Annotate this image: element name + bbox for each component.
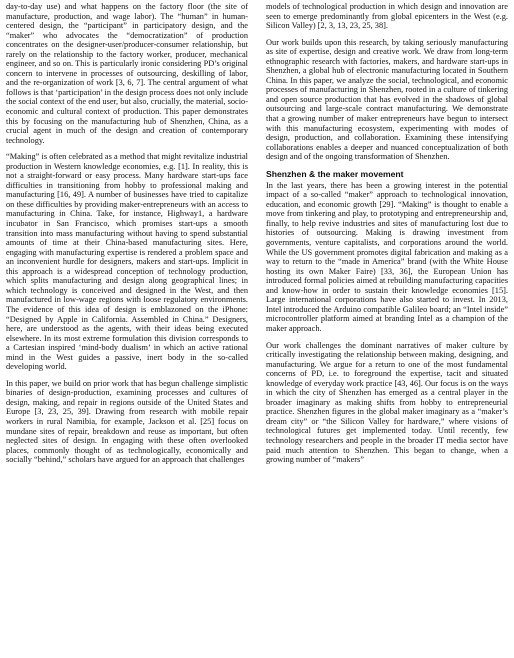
paragraph: In the last years, there has been a growing interest in the potential impact of a so-called “maker” approach to technological innovation, education, and economic growth [29]. “Making” is thought to enable a move from tinkering and play, to prototyping and entrepreneurship and, finally, to help revive industries and sites of manufacturing lost due to histories of outsourcing. Making is drawing investment from governments, venture capitalists, and corporations around the world. While the US government promotes digital fabrication and making as a way to return to the “made in America” brand (with the White House hosting its own Maker Faire) [33, 36], the European Union has introduced formal policies aimed at rebuilding manufacturing capacities and know-how in order to sustain their knowledge economies [15]. Large international corporations have also started to invest. In 2013, Intel introduced the Arduino compatible Galileo board; an “Intel inside” microcontroller platform aimed at branding Intel as a champion of the maker approach. — [266, 180, 508, 333]
right-column — [266, 2, 508, 658]
paragraph: Our work challenges the dominant narratives of maker culture by critically investigating the relationship between making, designing, and manufacturing. We argue for a return to one of the most fundamental concerns of PD, i.e. to foreground the expertise, tacit and situated knowledge of everyday work practice [43, 46]. Our focus is on the ways in which the city of Shenzhen has emerged as a central player in the broader imaginary as making shifts from hobby to entrepreneurial practice. Shenzhen figures in the global maker imaginary as a “maker’s dream city” or “the Silicon Valley for hardware,” where visions of technological futures get implemented today. Until recently, few technology researchers and people in the broader IT media sector have paid much attention to Shenzhen. This began to change, when a growing number of “makers” — [266, 340, 508, 465]
paragraph: In this paper, we build on prior work that has begun challenge simplistic binaries of design-production, examining processes and cultures of design, making, and repair in regions outside of the United States and Europe [3, 23, 25, 39]. Drawing from research with mobile repair workers in rural Namibia, for example, Jackson et al. [25] focus on mundane sites of repair, breakdown and reuse as important, but often neglected sites of design. In engaging with these often overlooked places, commonly thought of as technologically, economically and socially “behind,” scholars have argued for an approach that challenges — [6, 378, 248, 465]
left-column — [6, 2, 248, 658]
paragraph: day-to-day use) and what happens on the factory floor (the site of manufacture, production, and wage labor). The “human” in human-centered design, the “participant” in participatory design, and the “maker” who advocates the “democratization” of production concentrates on the designer-user/producer-consumer relationship, but rarely on the relationship to the factory worker, producer, mechanical engineer, and so on. This is particularly ironic considering PD’s original concern to intervene in processes of outsourcing, deskilling of labor, and the re-organization of work [3, 6, 7]. The central argument of what follows is that ‘participation’ in the design process does not only include the social context of the end user, but also, crucially, the material, socio-economic and cultural context of production. This paper demonstrates this by focusing on the manufacturing hub of Shenzhen, China, as a crucial agent in much of the design and creation of contemporary technology. — [6, 2, 248, 145]
paragraph: “Making” is often celebrated as a method that might revitalize industrial production in Western knowledge economies, e.g. [1]. In reality, this is not a straight-forward or easy process. Many hardware start-ups face difficulties in transitioning from hobby to professional making and manufacturing [16, 49]. A number of businesses have tried to capitalize on these difficulties by providing maker-entrepreneurs with an access to manufacturing in China. Take, for instance, Highway1, a hardware incubator in San Francisco, which promises start-ups a smooth transition into mass manufacturing without having to spend substantial amounts of time at their China-based manufacturing sites. Here, engaging with manufacturing expertise is rendered a problem space and an inconvenient hurdle for designers, makers and start-ups. Implicit in this approach is a widespread conception of technology production, which splits manufacturing and design along geographical lines; in which technology is conceived and designed in the West, and then manufactured in low-wage regions with loose regulatory environments. The evidence of this idea of design is emblazoned on the iPhone: “Designed by Apple in California. Assembled in China.” Designers, here, are understood as the agents, with their ideas being executed elsewhere. In its most extreme formulation this division corresponds to a Cartesian inspired ‘mind-body dualism’ in which an active rational mind in the West guides a passive, inert body in the so-called developing world. — [6, 152, 248, 372]
paragraph: models of technological production in which design and innovation are seen to emerge predominantly from global epicenters in the West (e.g. Silicon Valley) [2, 3, 13, 23, 25, 38]. — [266, 2, 508, 31]
section-heading: Shenzhen & the maker movement — [266, 168, 404, 179]
paragraph: Our work builds upon this research, by taking seriously manufacturing as site of expertise, design and creative work. We draw from long-term ethnographic research with factories, makers, and hardware start-ups in Shenzhen, a global hub of electronic manufacturing located in Southern China. In this paper, we analyze the social, technological, and economic processes of manufacturing in Shenzhen, rooted in a culture of tinkering and open source production that has evolved in the shadows of global outsourcing and large-scale contract manufacturing. We demonstrate that a growing number of maker entrepreneurs have begun to intersect with this manufacturing ecosystem, experimenting with modes of design, production, and collaboration. Examining these intensifying collaborations enables a deeper and nuanced conceptualization of both design and of the ongoing transformation of Shenzhen. — [266, 37, 508, 162]
